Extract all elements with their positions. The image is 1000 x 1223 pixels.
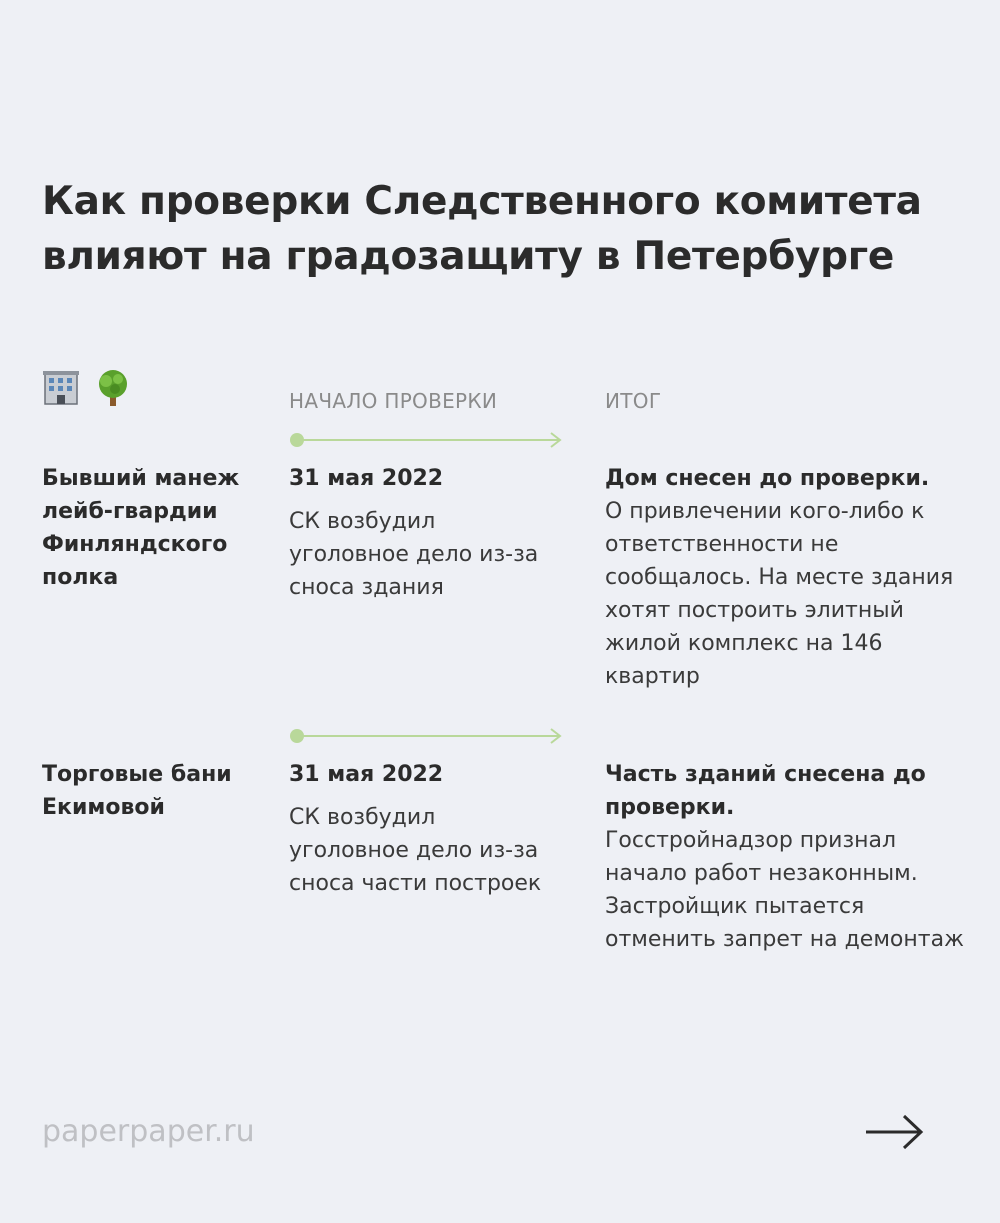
timeline-arrow-1 xyxy=(289,430,565,450)
tree-icon xyxy=(93,368,133,408)
column-label-start: НАЧАЛО ПРОВЕРКИ xyxy=(289,389,498,413)
page-title xyxy=(42,174,962,284)
title-line-1: Как проверки Следственного комитета xyxy=(42,179,922,224)
timeline-arrow-2 xyxy=(289,726,565,746)
row-1-name: Бывший манеж лейб-гвардии Финляндского полка xyxy=(42,466,240,590)
title-line-2: влияют на градозащиту в Петербурге xyxy=(42,234,894,279)
header-icons xyxy=(41,368,133,408)
row-2-result-title: Часть зданий снесена до проверки. xyxy=(605,762,926,820)
column-label-result: ИТОГ xyxy=(605,389,662,413)
row-1-result-text: О привлечении кого-либо к ответственности не сообщалось. На месте здания хотят построить элитный жилой комплекс на 146 квартир xyxy=(605,499,954,689)
row-1-result xyxy=(605,462,965,693)
office-building-icon xyxy=(41,368,81,408)
row-2-result-text: Госстройнадзор признал начало работ незаконным. Застройщик пытается отменить запрет на демонтаж xyxy=(605,828,964,952)
row-2-date: 31 мая 2022 xyxy=(289,762,444,787)
row-1-description: СК возбудил уголовное дело из-за сноса здания xyxy=(289,509,539,600)
row-2-name: Торговые бани Екимовой xyxy=(42,762,232,820)
row-2-result xyxy=(605,758,965,956)
arrow-right-icon[interactable] xyxy=(864,1112,924,1152)
row-1-date: 31 мая 2022 xyxy=(289,466,444,491)
row-1-result-title: Дом снесен до проверки. xyxy=(605,466,930,491)
row-2-description: СК возбудил уголовное дело из-за сноса части построек xyxy=(289,805,542,896)
site-link[interactable]: paperpaper.ru xyxy=(42,1114,255,1149)
